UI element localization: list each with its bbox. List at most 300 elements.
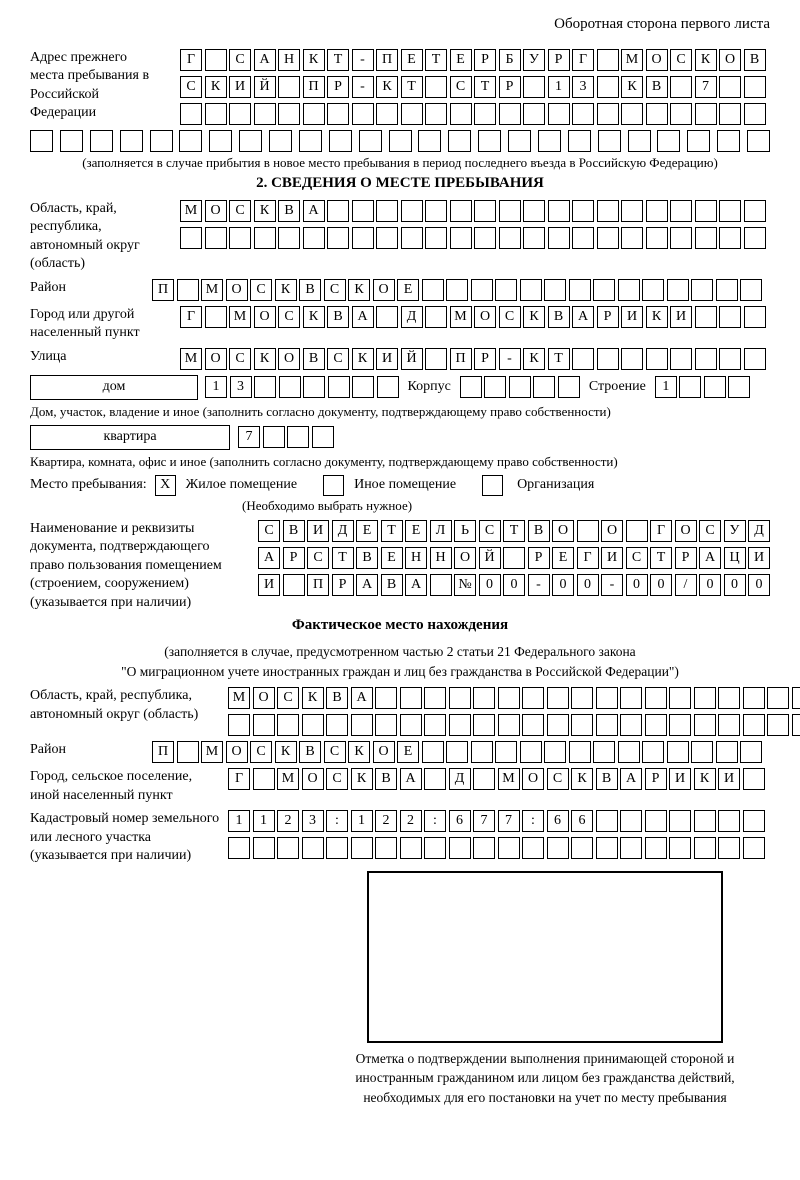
char-box: О [205,200,227,222]
char-box: Л [430,520,452,542]
char-box [177,279,199,301]
char-box: 1 [205,376,227,398]
char-box [400,837,422,859]
stay-type-row [30,475,770,496]
actual-region-row-1 [228,687,800,709]
char-box: № [454,574,476,596]
char-box [597,76,619,98]
char-box [474,103,496,125]
char-box: А [303,200,325,222]
char-box [495,741,517,763]
char-box: К [376,76,398,98]
char-box [375,714,397,736]
char-box [718,714,740,736]
char-box [376,103,398,125]
char-box [645,810,667,832]
char-box [533,376,555,398]
korpus-label: Корпус [407,379,451,395]
char-box: К [303,306,325,328]
char-box [548,200,570,222]
char-box: 0 [626,574,648,596]
char-box [425,348,447,370]
char-box [645,837,667,859]
field-cadastral [30,810,770,865]
char-box: - [352,49,374,71]
char-box: К [348,279,370,301]
char-box [645,714,667,736]
char-box: 3 [230,376,252,398]
actual-region-rows [228,687,800,736]
char-box [522,714,544,736]
char-box [558,376,580,398]
char-box: М [229,306,251,328]
char-box: О [278,348,300,370]
char-box: С [547,768,569,790]
char-box [375,687,397,709]
district-label: Район [30,279,66,295]
char-box [474,227,496,249]
house-box-label: дом [30,375,198,400]
char-box [498,714,520,736]
char-box: 7 [498,810,520,832]
char-box: 0 [724,574,746,596]
char-box [572,200,594,222]
checkbox-org [482,475,503,496]
char-box: Т [548,348,570,370]
char-box [425,103,447,125]
cadastral-label: Кадастровый номер земельного или лесного участка (указывается при наличии) [30,811,220,864]
prev-address-note: (заполняется в случае прибытия в новое место пребывания в период последнего въезда в Российскую Федерацию) [82,155,718,170]
prev-address-row-1 [180,49,766,71]
char-box: О [226,741,248,763]
char-box [448,130,471,152]
char-box [740,279,762,301]
char-box: С [229,348,251,370]
char-box [743,687,765,709]
char-box [90,130,113,152]
city-row [180,306,766,328]
confirmation-block [330,871,760,1108]
char-box [327,103,349,125]
char-box [670,103,692,125]
cadastral-row-2 [228,837,765,859]
char-box [743,768,765,790]
char-box: 6 [571,810,593,832]
char-box: Д [449,768,471,790]
district-row [152,279,762,301]
char-box: 6 [547,810,569,832]
char-box [523,200,545,222]
char-box [179,130,202,152]
char-box: К [302,687,324,709]
char-box [646,200,668,222]
char-box: В [548,306,570,328]
char-box [618,279,640,301]
char-box [209,130,232,152]
char-box: Р [597,306,619,328]
checkbox-zhiloe: X [155,475,176,496]
char-box: 1 [228,810,250,832]
char-box: К [351,768,373,790]
document-label: Наименование и реквизиты документа, подтверждающего право пользования помещением (строением, сооружением) (указывается при наличии) [30,520,222,610]
char-box: Г [180,49,202,71]
char-box [377,376,399,398]
char-box: : [522,810,544,832]
char-box [499,103,521,125]
char-box: 0 [577,574,599,596]
char-box: Г [650,520,672,542]
char-box [544,741,566,763]
char-box: 2 [375,810,397,832]
region-row-2 [180,227,766,249]
char-box [704,376,726,398]
char-box: А [352,306,374,328]
house-number-cells [205,376,399,398]
field-street [30,348,770,370]
char-box [328,376,350,398]
char-box [499,200,521,222]
char-box: - [528,574,550,596]
char-box: С [670,49,692,71]
char-box [744,76,766,98]
option-zhiloe-label: Жилое помещение [185,477,298,493]
char-box: Й [479,547,501,569]
char-box [642,741,664,763]
char-box [177,741,199,763]
char-box [719,227,741,249]
char-box: Р [327,76,349,98]
char-box: О [552,520,574,542]
char-box [120,130,143,152]
stay-type-note: (Необходимо выбрать нужное) [242,497,413,513]
char-box: С [479,520,501,542]
char-box: О [205,348,227,370]
char-box [401,103,423,125]
char-box: Р [332,574,354,596]
option-org-label: Организация [517,477,595,493]
char-box [717,130,740,152]
option-inoe-label: Иное помещение [354,477,457,493]
char-box [352,200,374,222]
char-box: И [621,306,643,328]
actual-city-label: Город, сельское поселение, иной населенный пункт [30,769,193,803]
char-box: К [348,741,370,763]
char-box: 1 [548,76,570,98]
char-box [621,103,643,125]
char-box [744,103,766,125]
char-box: М [201,741,223,763]
char-box [205,49,227,71]
char-box: 0 [699,574,721,596]
char-box: К [523,306,545,328]
stroenie-cells [655,376,751,398]
field-actual-region [30,687,770,736]
char-box [767,687,789,709]
char-box: В [326,687,348,709]
char-box: Н [430,547,452,569]
char-box: Р [474,348,496,370]
char-box: С [307,547,329,569]
char-box: В [375,768,397,790]
char-box [695,103,717,125]
field-document [30,520,770,612]
char-box: В [299,279,321,301]
region-label: Область, край, республика, автономный округ (область) [30,201,140,272]
char-box [375,837,397,859]
stay-type-label: Место пребывания: [30,477,147,493]
char-box [544,279,566,301]
char-box: М [277,768,299,790]
char-box [425,306,447,328]
char-box [327,200,349,222]
street-label: Улица [30,348,67,364]
char-box: А [699,547,721,569]
char-box [744,200,766,222]
char-box: У [523,49,545,71]
char-box [422,741,444,763]
char-box: П [307,574,329,596]
char-box [239,130,262,152]
apartment-row [30,425,770,450]
char-box [718,810,740,832]
char-box [287,426,309,448]
prev-address-rows [180,49,766,125]
char-box [376,227,398,249]
char-box: О [646,49,668,71]
char-box [695,348,717,370]
document-row-2 [258,547,770,569]
char-box [743,837,765,859]
char-box: С [278,306,300,328]
char-box [327,227,349,249]
char-box [719,103,741,125]
char-box: Е [397,741,419,763]
char-box: С [180,76,202,98]
char-box: М [228,687,250,709]
char-box [303,103,325,125]
char-box [263,426,285,448]
char-box [593,279,615,301]
house-row [30,375,770,400]
char-box: В [299,741,321,763]
char-box [498,837,520,859]
field-district [30,279,770,301]
char-box: 1 [253,810,275,832]
char-box: С [499,306,521,328]
char-box: В [327,306,349,328]
char-box: : [424,810,446,832]
char-box [508,130,531,152]
char-box: О [474,306,496,328]
char-box [401,227,423,249]
char-box: О [601,520,623,542]
char-box [572,227,594,249]
char-box: Й [401,348,423,370]
char-box: У [724,520,746,542]
field-city [30,306,770,343]
char-box: Т [425,49,447,71]
char-box [718,687,740,709]
char-box: И [376,348,398,370]
char-box: А [572,306,594,328]
char-box [446,741,468,763]
char-box [618,741,640,763]
char-box [687,130,710,152]
char-box [547,714,569,736]
char-box [474,200,496,222]
char-box [593,741,615,763]
char-box: К [275,279,297,301]
char-box: А [254,49,276,71]
char-box: Р [528,547,550,569]
char-box [642,279,664,301]
char-box [626,520,648,542]
char-box [302,837,324,859]
char-box [471,279,493,301]
char-box [520,741,542,763]
char-box [620,810,642,832]
char-box: А [258,547,280,569]
char-box: К [695,49,717,71]
char-box [597,348,619,370]
house-caption: Дом, участок, владение и иное (заполнить согласно документу, подтверждающему право собственности) [30,403,611,419]
char-box [657,130,680,152]
char-box [744,227,766,249]
char-box [569,741,591,763]
char-box [450,103,472,125]
char-box: К [275,741,297,763]
char-box: 2 [400,810,422,832]
char-box: - [352,76,374,98]
char-box: О [253,687,275,709]
char-box: В [528,520,550,542]
checkbox-inoe [323,475,344,496]
char-box [425,76,447,98]
char-box: Й [254,76,276,98]
char-box [747,130,770,152]
char-box: И [670,306,692,328]
char-box: П [376,49,398,71]
char-box: 3 [572,76,594,98]
char-box: А [356,574,378,596]
char-box: 3 [302,810,324,832]
char-box [302,714,324,736]
char-box [571,687,593,709]
char-box [695,227,717,249]
char-box: И [601,547,623,569]
char-box: Е [356,520,378,542]
char-box [279,376,301,398]
region-rows [180,200,766,249]
char-box [478,130,501,152]
char-box [620,714,642,736]
char-box [460,376,482,398]
field-actual-city [30,768,770,805]
char-box: 2 [277,810,299,832]
char-box: К [646,306,668,328]
char-box: М [201,279,223,301]
char-box: Т [503,520,525,542]
char-box: Д [401,306,423,328]
char-box [473,714,495,736]
char-box: О [522,768,544,790]
char-box [520,279,542,301]
actual-district-label: Район [30,742,66,758]
char-box [253,837,275,859]
char-box [577,520,599,542]
char-box [695,200,717,222]
char-box [596,687,618,709]
char-box: 0 [552,574,574,596]
char-box [621,227,643,249]
char-box: С [229,200,251,222]
char-box [446,279,468,301]
char-box: О [373,279,395,301]
char-box: В [646,76,668,98]
char-box [312,426,334,448]
char-box [523,103,545,125]
char-box: О [302,768,324,790]
prev-address-row-4 [30,130,770,152]
section2-title: 2. СВЕДЕНИЯ О МЕСТЕ ПРЕБЫВАНИЯ [256,175,544,191]
char-box: Г [572,49,594,71]
char-box [792,687,800,709]
actual-location-note-1: (заполняется в случае, предусмотренном частью 2 статьи 21 Федерального закона [164,644,636,660]
char-box: - [499,348,521,370]
char-box: О [454,547,476,569]
char-box: А [400,768,422,790]
char-box [667,741,689,763]
char-box [351,714,373,736]
char-box [449,837,471,859]
char-box [522,687,544,709]
char-box: 0 [650,574,672,596]
char-box [691,741,713,763]
char-box [278,103,300,125]
char-box: 7 [695,76,717,98]
char-box [548,103,570,125]
char-box [351,837,373,859]
char-box [424,768,446,790]
char-box [596,837,618,859]
char-box: Ь [454,520,476,542]
char-box: М [180,348,202,370]
char-box [400,687,422,709]
char-box [596,714,618,736]
char-box [503,547,525,569]
prev-address-row-2 [180,76,766,98]
char-box: М [180,200,202,222]
document-rows [258,520,770,596]
char-box [669,810,691,832]
char-box: Г [577,547,599,569]
char-box: В [278,200,300,222]
char-box [389,130,412,152]
char-box [597,227,619,249]
char-box [572,103,594,125]
char-box [229,103,251,125]
char-box: Т [474,76,496,98]
char-box: И [307,520,329,542]
char-box [523,227,545,249]
char-box: 1 [351,810,373,832]
char-box: : [326,810,348,832]
char-box: В [596,768,618,790]
field-actual-district [30,741,770,763]
apartment-caption: Квартира, комната, офис и иное (заполнить согласно документу, подтверждающему право собственности) [30,453,618,469]
char-box: Е [552,547,574,569]
char-box [450,200,472,222]
